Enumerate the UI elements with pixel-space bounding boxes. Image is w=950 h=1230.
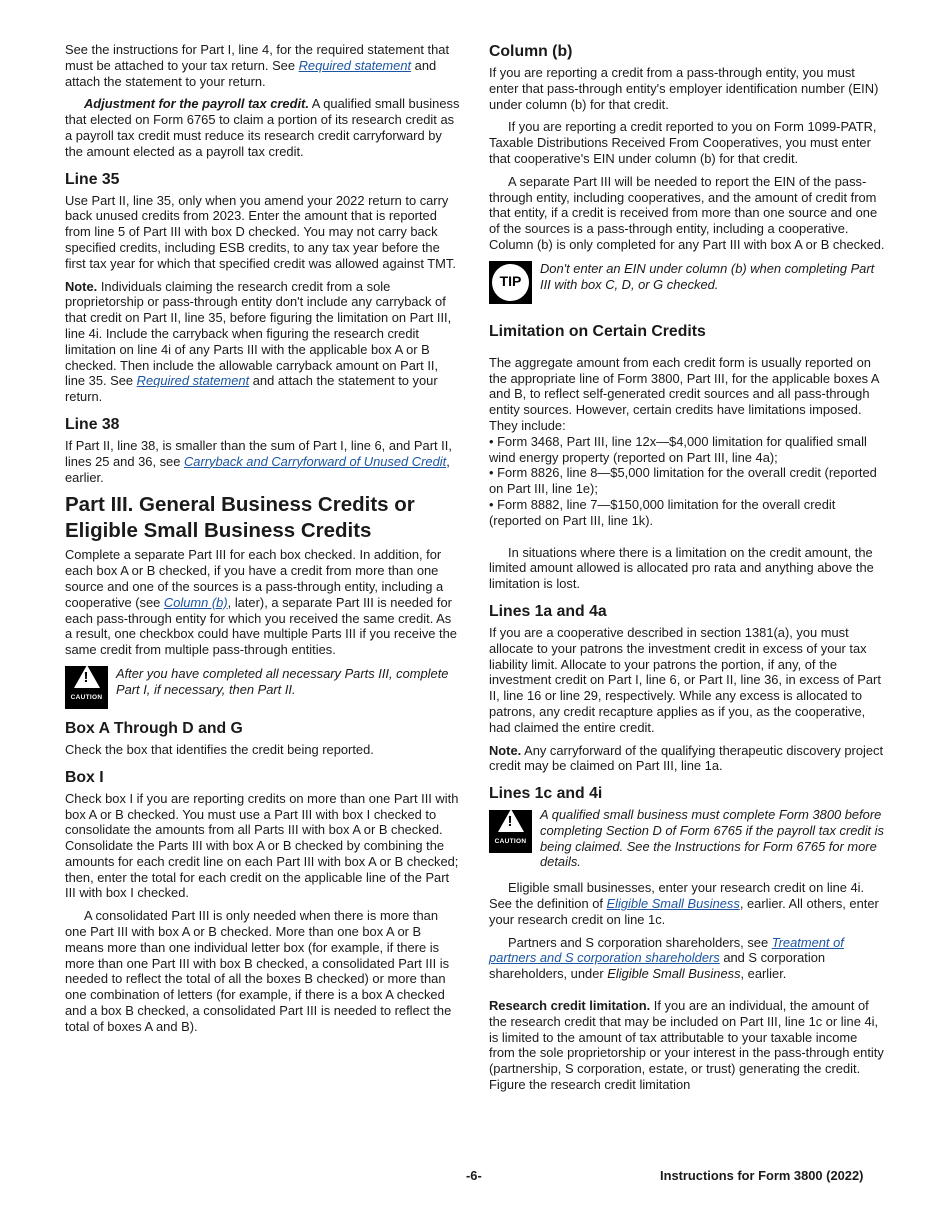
paragraph: Partners and S corporation shareholders, see Treatment of partners and S corporation shareholders and S corporation shareholders, under Eligible Small Business, earlier. — [489, 934, 844, 982]
left-column — [65, 42, 460, 1042]
bullet-item: • Form 8882, line 7—$150,000 limitation for the overall credit (reported on Part III, line 1k). — [489, 496, 836, 528]
tip-text: Don't enter an EIN under column (b) when completing Part III with box C, D, or G checked. — [540, 260, 875, 292]
paragraph: If you are a cooperative described in section 1381(a), you must allocate to your patrons the investment credit in excess of your tax liability limit. Allocate to your patrons the portion, if any, of the investment credit on Part I, line 6, or Part II, line 36, in excess of Part II, line 16 or line 29, respectively. While any excess is allocated to patrons, any credit recapture applies as if you, as the cooperative, had claimed the entire credit. — [489, 624, 881, 735]
bullet-item: • Form 8826, line 8—$5,000 limitation for the overall credit (reported on Part III, line 1e); — [489, 465, 877, 497]
paragraph: Eligible small businesses, enter your research credit on line 4i. See the definition of Eligible Small Business, earlier. All others, enter your research credit on line 1c. — [489, 880, 879, 927]
caution-callout — [65, 666, 460, 709]
heading-box-i: Box I — [65, 768, 104, 786]
caution-icon: ! CAUTION — [65, 666, 108, 709]
paragraph: Check the box that identifies the credit being reported. — [65, 741, 374, 757]
tip-callout — [489, 261, 886, 304]
paragraph: If Part II, line 38, is smaller than the sum of Part I, line 6, and Part II, lines 25 and 36, see Carryback and Carryforward of Unused Credit, earlier. — [65, 437, 452, 485]
caution-callout — [489, 807, 886, 870]
heading-line-35: Line 35 — [65, 170, 120, 188]
paragraph: Check box I if you are reporting credits on more than one Part III with box A or B checked. You must use a Part III with box I checked to consolidate the amounts from all Parts III with box A or B checked. Consolidate the Parts III with box A or B checked by combining the amounts for each credit line on each Part III with box A or B checked; then, enter the total for each credit on the applicable line of the Part III with box I checked. — [65, 790, 459, 901]
heading-lines-1a-4a: Lines 1a and 4a — [489, 602, 607, 620]
paragraph: The aggregate amount from each credit form is usually reported on the appropriate line of Form 3800, Part III, for the applicable boxes A and B, to reflect self-generated credit sources and all pass-through entity sources. However, certain credits have limitations imposed. They include: — [489, 354, 879, 433]
heading-limitation: Limitation on Certain Credits — [489, 322, 706, 340]
paragraph: If you are reporting a credit reported to you on Form 1099-PATR, Taxable Distributions Received From Cooperatives, you must enter that cooperative's EIN under column (b) for that credit. — [489, 119, 877, 166]
paragraph: If you are reporting a credit from a pass-through entity, you must enter that pass-through entity's employer identification number (EIN) under column (b) for that credit. — [489, 65, 879, 112]
eligible-small-business-link[interactable]: Eligible Small Business — [606, 896, 740, 912]
heading-part-iii: Part III. General Business Credits or Eligible Small Business Credits — [65, 493, 415, 543]
heading-line-38: Line 38 — [65, 415, 120, 433]
treatment-of-partners-link[interactable]: Treatment of partners and S corporation shareholders — [489, 934, 844, 966]
right-column — [489, 42, 886, 1100]
page-number: -6- — [466, 1168, 482, 1183]
paragraph: In situations where there is a limitation on the credit amount, the limited amount allowed is allocated pro rata and anything above the limitation is lost. — [489, 544, 874, 592]
carryback-link[interactable]: Carryback and Carryforward of Unused Credit — [183, 453, 447, 469]
paragraph: Use Part II, line 35, only when you amend your 2022 return to carry back unused credits from 2023. Enter the amount that is reported from line 5 of Part III with box D checked. You may not carry back specified credits, including ESB credits, to any tax year before the first tax year for which that specified credit was allowed against TMT. — [65, 192, 456, 271]
note-paragraph: Note. Individuals claiming the research credit from a sole proprietorship or pass-through entity don't include any carryback of that credit on Part II, line 35, before figuring the limitation on Part III, line 4i. Include the carryback when figuring the research credit limitation on line 4i of any Parts III with the applicable box A or B checked. Then include the allowable carryback amount on Part II, line 35. See Required statement and attach the statement to your return. — [65, 278, 452, 405]
paragraph: Adjustment for the payroll tax credit. A qualified small business that elected on Form 6765 to claim a portion of its research credit as a payroll tax credit must reduce its research credit carryforward by the amount elected as a payroll tax credit. — [65, 96, 460, 159]
required-statement-link[interactable]: Required statement — [136, 373, 250, 389]
bullet-item: • Form 3468, Part III, line 12x—$4,000 limitation for qualified small wind energy property (reported on Part III, line 4a); — [489, 433, 867, 465]
caution-text: After you have completed all necessary Parts III, complete Part I, if necessary, then Part II. — [116, 665, 449, 697]
footer-title: Instructions for Form 3800 (2022) — [660, 1168, 864, 1183]
heading-lines-1c-4i: Lines 1c and 4i — [489, 785, 603, 803]
paragraph: A consolidated Part III is only needed when there is more than one Part III with box A or B checked. More than one box A or B means more than one individual letter box (for example, if there is more than one Part III with box B checked, a consolidated Part III is needed to reflect the total of all the boxes B checked) or more than one combination of letters (for example, if there is a box A checked and a box B checked, a consolidated Part III is needed to reflect the total of boxes A and B). — [65, 908, 452, 1034]
paragraph: Complete a separate Part III for each box checked. In addition, for each box A or B checked, if you have a credit from more than one source and one of the sources is a pass-through entity, including a cooperative (see Column (b), later), a separate Part III is needed for each pass-through entity for which you received the same credit. As a result, one checkbox could have multiple Parts III if you receive the same credit from multiple pass-through entities. — [65, 547, 457, 658]
tip-icon: TIP — [489, 261, 532, 304]
paragraph: A separate Part III will be needed to report the EIN of the pass-through entity, including cooperatives, and the amount of credit from that entity, if a credit is received from more than one source and one of the sources is a pass-through entity, including a cooperative. Column (b) is only completed for any Part III with box A or B checked. — [489, 173, 885, 252]
heading-column-b: Column (b) — [489, 43, 573, 60]
caution-icon: ! CAUTION — [489, 810, 532, 853]
heading-box-a-through-d: Box A Through D and G — [65, 719, 243, 737]
required-statement-link[interactable]: Required statement — [298, 57, 412, 73]
caution-text: A qualified small business must complete Form 3800 before completing Section D of Form 6765 if the payroll tax credit is being claimed. See the Instructions for Form 6765 for more details. — [540, 807, 884, 870]
note-paragraph: Note. Any carryforward of the qualifying therapeutic discovery project credit may be claimed on Part III, line 1a. — [489, 742, 884, 774]
column-b-link[interactable]: Column (b) — [163, 594, 228, 610]
paragraph: Research credit limitation. If you are an individual, the amount of the research credit that may be included on Part III, line 1c or line 4i, is limited to the amount of tax attributable to your taxable income from the sole proprietorship or your interest in the pass-through entity (partnership, S corporation, estate, or trust) generating the credit. Figure the research credit limitation — [489, 998, 884, 1093]
paragraph: See the instructions for Part I, line 4, for the required statement that must be attached to your tax return. See Required statement and attach the statement to your return. — [65, 42, 450, 89]
